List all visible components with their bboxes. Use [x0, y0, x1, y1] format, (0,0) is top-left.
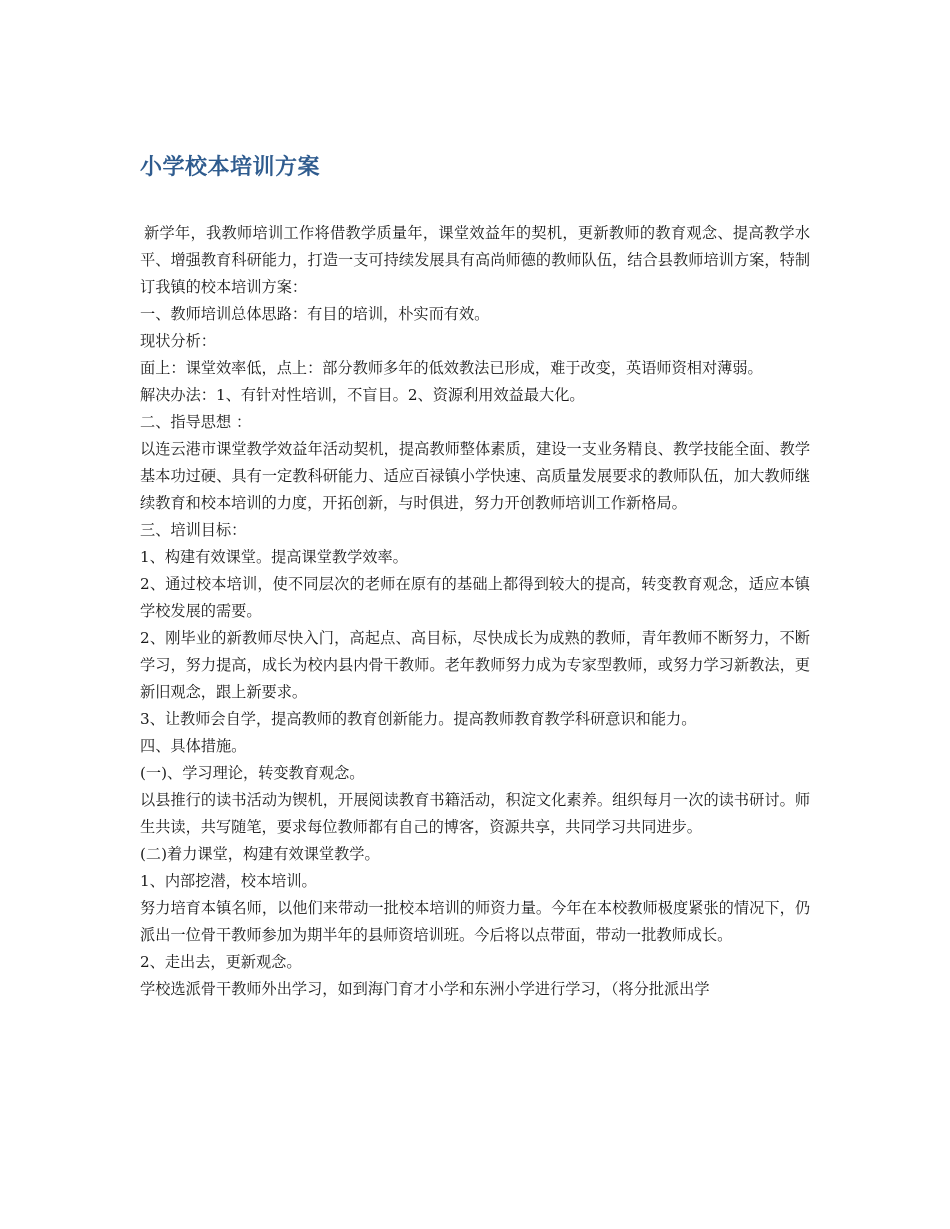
- document-body: [140, 220, 810, 1003]
- paragraph-status-analysis: 面上：课堂效率低，点上：部分教师多年的低效教法已形成，难于改变，英语师资相对薄弱。: [140, 359, 763, 377]
- list-item-goal-3: 3、让教师会自学，提高教师的教育创新能力。提高教师教育教学科研意识和能力。: [140, 710, 697, 728]
- paragraph-status-label: 现状分析：: [140, 332, 216, 350]
- paragraph-intro: 新学年，我教师培训工作将借教学质量年，课堂效益年的契机，更新教师的教育观念、提高教学水平、增强教育科研能力，打造一支可持续发展具有高尚师德的教师队伍，结合县教师培训方案，特制订我镇的校本培训方案：: [140, 224, 810, 296]
- list-item-internal-training: 1、内部挖潜，校本培训。: [140, 872, 317, 890]
- subheading-learn-theory: (一)、学习理论，转变教育观念。: [140, 764, 365, 782]
- subheading-effective-classroom: (二)着力课堂，构建有效课堂教学。: [140, 845, 380, 863]
- paragraph-reading-activity: 以县推行的读书活动为锲机，开展阅读教育书籍活动，积淀文化素养。组织每月一次的读书研讨。师生共读，共写随笔，要求每位教师都有自己的博客，资源共享，共同学习共同进步。: [140, 791, 810, 836]
- paragraph-solution: 解决办法：1、有针对性培训，不盲目。2、资源利用效益最大化。: [140, 386, 585, 404]
- heading-overall-approach: 一、教师培训总体思路：有目的培训，朴实而有效。: [140, 305, 490, 323]
- list-item-goal-2: 2、通过校本培训，使不同层次的老师在原有的基础上都得到较大的提高，转变教育观念，适应本镇学校发展的需要。: [140, 575, 810, 620]
- heading-guiding-ideology: 二、指导思想 ：: [140, 413, 252, 431]
- paragraph-cultivate-teachers: 努力培育本镇名师，以他们来带动一批校本培训的师资力量。今年在本校教师极度紧张的情况下，仍派出一位骨干教师参加为期半年的县师资培训班。今后将以点带面，带动一批教师成长。: [140, 899, 810, 944]
- heading-specific-measures: 四、具体措施。: [140, 737, 247, 755]
- paragraph-external-study: 学校选派骨干教师外出学习，如到海门育才小学和东洲小学进行学习，（将分批派出学: [140, 980, 710, 998]
- list-item-goal-2b: 2、刚毕业的新教师尽快入门，高起点、高目标，尽快成长为成熟的教师，青年教师不断努力，不断学习，努力提高，成长为校内县内骨干教师。老年教师努力成为专家型教师，或努力学习新教法，更新旧观念，跟上新要求。: [140, 629, 810, 701]
- paragraph-guiding-ideology: 以连云港市课堂教学效益年活动契机，提高教师整体素质，建设一支业务精良、教学技能全面、教学基本功过硬、具有一定教科研能力、适应百禄镇小学快速、高质量发展要求的教师队伍，加大教师继续教育和校本培训的力度，开拓创新，与时俱进，努力开创教师培训工作新格局。: [140, 440, 810, 512]
- list-item-go-out: 2、走出去，更新观念。: [140, 953, 302, 971]
- document-title: 小学校本培训方案: [140, 155, 321, 180]
- heading-training-goals: 三、培训目标：: [140, 521, 247, 539]
- list-item-goal-1: 1、构建有效课堂。提高课堂教学效率。: [140, 548, 408, 566]
